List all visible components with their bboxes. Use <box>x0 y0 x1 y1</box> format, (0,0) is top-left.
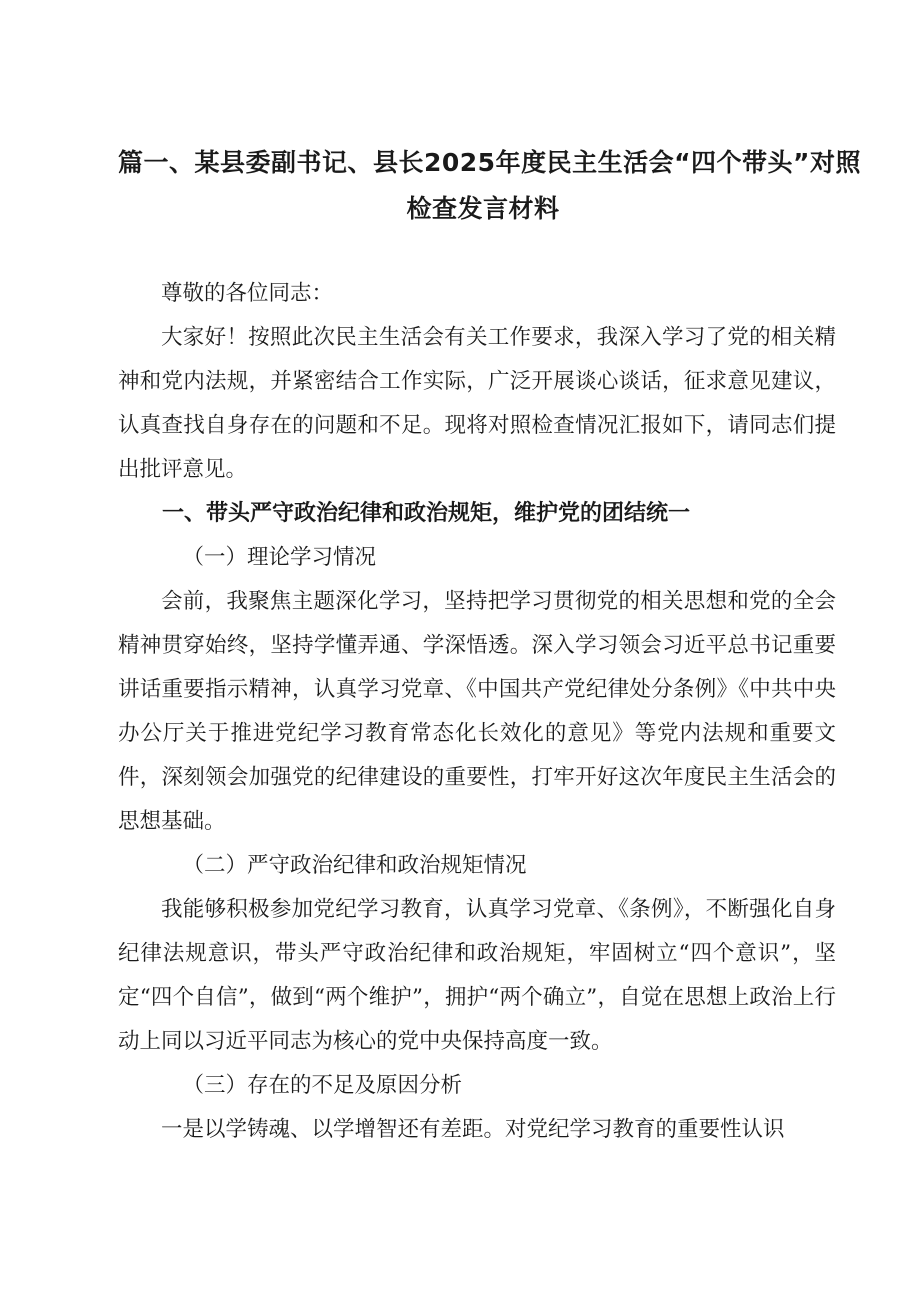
title-line-2: 检查发言材料 <box>406 194 560 223</box>
subsection-1-paragraph: 会前，我聚焦主题深化学习，坚持把学习贯彻党的相关思想和党的全会精神贯穿始终，坚持学懂弄通、学深悟透。深入学习领会习近平总书记重要讲话重要指示精神，认真学习党章、《中国共产党纪律处分条例》《中共中央办公厅关于推进党纪学习教育常态化长效化的意见》等党内法规和重要文件，深刻领会加强党的纪律建设的重要性，打牢开好这次年度民主生活会的思想基础。 <box>118 589 836 834</box>
document-body <box>118 272 836 1152</box>
subsection-1-heading: （一）理论学习情况 <box>182 545 377 570</box>
intro-paragraph: 大家好！按照此次民主生活会有关工作要求，我深入学习了党的相关精神和党内法规，并紧密结合工作实际，广泛开展谈心谈话，征求意见建议，认真查找自身存在的问题和不足。现将对照检查情况汇报如下，请同志们提出批评意见。 <box>118 325 836 482</box>
document-title <box>118 140 861 232</box>
subsection-2-paragraph: 我能够积极参加党纪学习教育，认真学习党章、《条例》，不断强化自身纪律法规意识，带头严守政治纪律和政治规矩，牢固树立“四个意识”，坚定“四个自信”，做到“两个维护”，拥护“两个确立”，自觉在思想上政治上行动上同以习近平同志为核心的党中央保持高度一致。 <box>118 897 836 1054</box>
salutation: 尊敬的各位同志： <box>161 281 334 306</box>
subsection-3-heading: （三）存在的不足及原因分析 <box>182 1073 463 1098</box>
subsection-3-paragraph: 一是以学铸魂、以学增智还有差距。对党纪学习教育的重要性认识 <box>161 1117 785 1142</box>
subsection-2-heading: （二）严守政治纪律和政治规矩情况 <box>182 853 527 878</box>
section-1-heading: 一、带头严守政治纪律和政治规矩，维护党的团结统一 <box>162 501 691 526</box>
title-line-1: 篇一、某县委副书记、县长2025年度民主生活会“四个带头”对照 <box>118 148 861 177</box>
